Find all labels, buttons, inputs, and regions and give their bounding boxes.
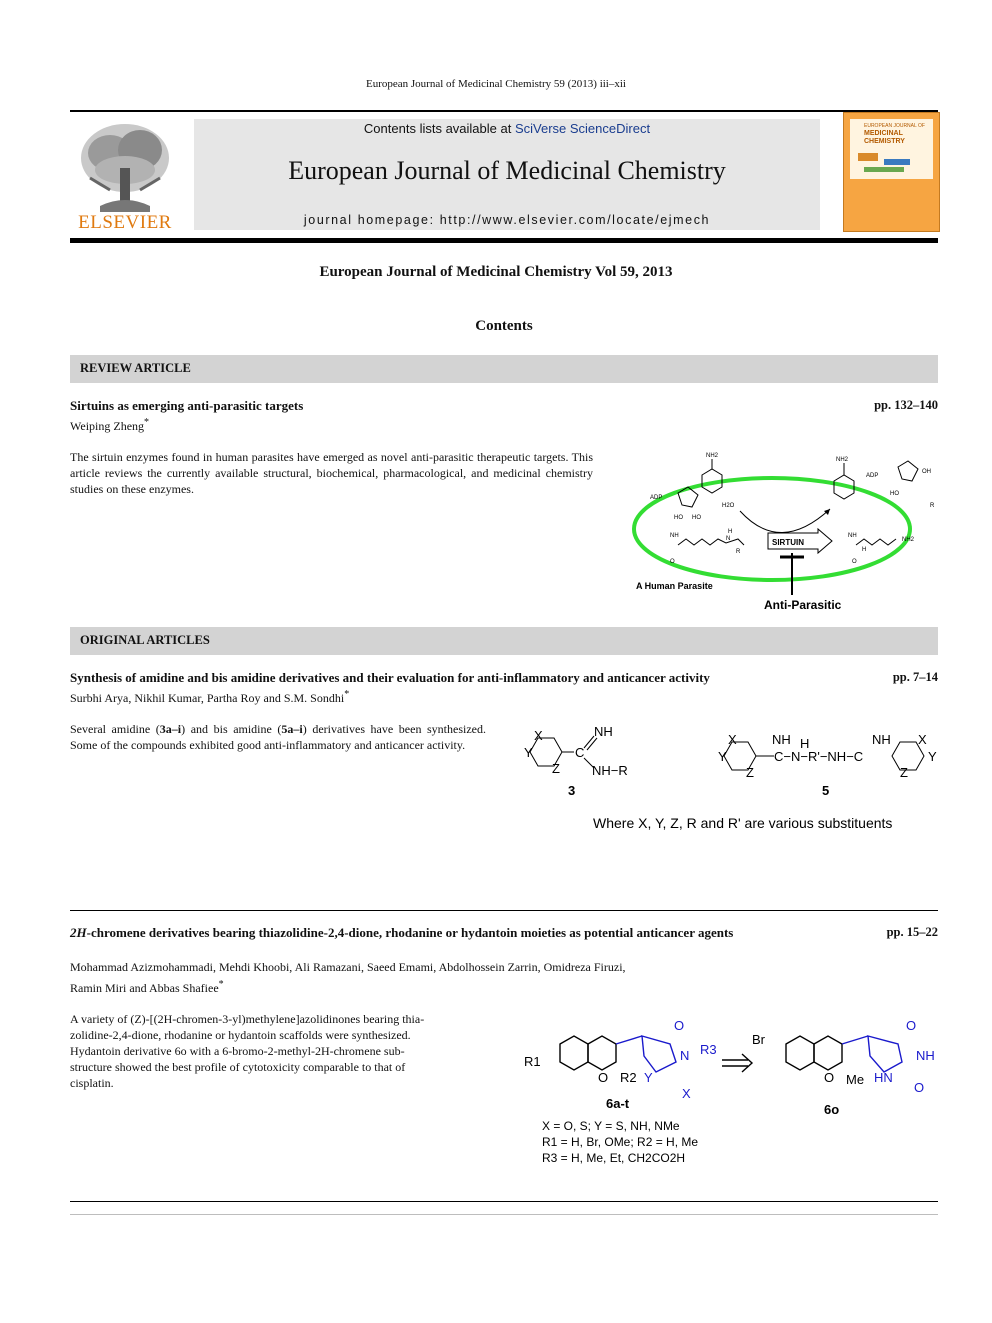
article-authors	[70, 959, 770, 997]
series-label: 6a-t	[606, 1096, 630, 1111]
bis-amidine-chain: C−N−R'−NH−C	[774, 749, 864, 764]
article-divider	[70, 910, 938, 911]
svg-text:Y: Y	[524, 745, 533, 760]
h-left: H	[728, 529, 733, 535]
author-list: Surbhi Arya, Nikhil Kumar, Partha Roy and S.M. Sondhi	[70, 691, 345, 705]
journal-cover	[843, 112, 940, 232]
adp-right: ADP	[866, 473, 879, 479]
contents-heading: Contents	[475, 318, 533, 334]
benzo-ring-6o	[786, 1036, 814, 1070]
methyl-label: Me	[846, 1072, 865, 1087]
article-title[interactable]: Synthesis of amidine and bis amidine derivatives and their evaluation for anti-inflammatory and anticancer activity	[70, 670, 710, 685]
substituent-note: Where X, Y, Z, R and R' are various substituents	[593, 815, 893, 831]
ribose-right	[898, 461, 918, 481]
r1-label: R1	[524, 1054, 541, 1069]
pyran-ring-series	[588, 1036, 616, 1070]
n-left: N	[726, 536, 731, 542]
section-label-review: REVIEW ARTICLE	[80, 361, 191, 375]
svg-text:X: X	[534, 728, 543, 743]
cover-line1: EUROPEAN JOURNAL OF	[864, 123, 925, 129]
svg-text:HN: HN	[874, 1070, 893, 1085]
oh-right: OH	[922, 469, 931, 475]
oh-left: HO	[692, 515, 701, 521]
condition-line: R1 = H, Br, OMe; R2 = H, Me	[542, 1135, 699, 1149]
svg-text:O: O	[824, 1070, 835, 1085]
nh2-right: NH2	[836, 457, 849, 463]
article-authors	[70, 686, 770, 707]
retro-arrow	[742, 1054, 752, 1072]
svg-text:H: H	[800, 736, 810, 751]
h-right: H	[862, 547, 867, 553]
corresponding-mark: *	[344, 689, 350, 700]
product-label: 6o	[824, 1102, 840, 1117]
chromene-graphical-abstract	[520, 1010, 940, 1170]
article-abstract: Several amidine (3a–i) and bis amidine (5a–i) derivatives have been synthesized. Some of the compounds exhibited good anti-inflammatory and anticancer activity.	[70, 722, 486, 752]
amidine-graphical-abstract	[510, 720, 938, 840]
sirtuin-graphical-abstract	[620, 445, 940, 617]
hydantoin-ring	[868, 1036, 902, 1072]
nh-left: NH	[670, 533, 679, 539]
r-right: R	[930, 503, 935, 509]
r-left: R	[736, 549, 741, 555]
svg-text:C: C	[575, 745, 585, 760]
article-abstract: The sirtuin enzymes found in human parasites have emerged as novel anti-parasitic therapeutic targets. This article reviews the currently available structural, biochemical, pharmacological, and medicinal chemistry studies on these enzymes.	[70, 450, 593, 496]
svg-text:Y: Y	[644, 1070, 653, 1085]
cover-line3: CHEMISTRY	[864, 138, 905, 145]
author-list: Ramin Miri and Abbas Shafiee	[70, 981, 219, 995]
nh2-product: NH2	[902, 537, 915, 543]
section-bar-review	[70, 355, 938, 383]
running-head: European Journal of Medicinal Chemistry 59 (2013) iii–xii	[366, 78, 626, 90]
page-bottom-rule	[70, 1201, 938, 1202]
sirtuin-label: SIRTUIN	[772, 538, 804, 547]
parasite-label: A Human Parasite	[636, 581, 713, 591]
o-right: O	[852, 559, 857, 565]
section-bar-original	[70, 627, 938, 655]
cover-line2: MEDICINAL	[864, 130, 903, 137]
sciencedirect-link[interactable]: SciVerse ScienceDirect	[514, 121, 651, 136]
lysine-chain-left	[678, 539, 744, 545]
benzo-ring-series	[560, 1036, 588, 1070]
svg-text:Z: Z	[900, 765, 908, 780]
article-title[interactable]: 2H-chromene derivatives bearing thiazolidine-2,4-dione, rhodanine or hydantoin moieties as potential anticancer agents	[70, 925, 734, 940]
svg-text:O: O	[906, 1018, 917, 1033]
lysine-chain-right	[856, 539, 896, 545]
header-rule	[70, 110, 938, 112]
compound-ref: 3a–i	[159, 722, 182, 736]
pyran-ring-6o	[814, 1036, 842, 1070]
svg-text:Z: Z	[552, 761, 560, 776]
svg-text:Y: Y	[718, 749, 727, 764]
svg-text:NH: NH	[916, 1048, 935, 1063]
volume-title: European Journal of Medicinal Chemistry Vol 59, 2013	[319, 264, 673, 280]
nh2-left: NH2	[706, 453, 719, 459]
journal-name: European Journal of Medicinal Chemistry	[288, 156, 726, 185]
publisher-name: ELSEVIER	[78, 212, 172, 233]
compound-number-3: 3	[568, 783, 576, 798]
adp-left: ADP	[650, 495, 663, 501]
contents-available	[194, 121, 820, 136]
compound-ref: 5a–i	[281, 722, 303, 736]
svg-text:X: X	[682, 1086, 691, 1101]
svg-text:NH: NH	[594, 724, 613, 739]
azolidinone-ring	[642, 1036, 676, 1072]
svg-text:O: O	[674, 1018, 685, 1033]
svg-text:Z: Z	[746, 765, 754, 780]
article-pages: pp. 132–140	[874, 398, 938, 412]
article-pages: pp. 7–14	[892, 670, 938, 684]
h2o-label: H2O	[722, 503, 735, 509]
svg-text:X: X	[918, 732, 927, 747]
ho-right: HO	[890, 491, 899, 497]
author-list: Weiping Zheng	[70, 419, 145, 433]
cover-graphic-icon	[854, 149, 930, 177]
r2-label: R2	[620, 1070, 637, 1085]
parasite-ring	[634, 478, 910, 580]
svg-text:NH−R: NH−R	[592, 763, 628, 778]
article-authors	[70, 414, 770, 435]
o-left: O	[670, 559, 675, 565]
svg-text:NH: NH	[872, 732, 891, 747]
svg-text:NH: NH	[772, 732, 791, 747]
corresponding-mark: *	[144, 417, 150, 428]
ho-left: HO	[674, 515, 683, 521]
svg-text:N: N	[680, 1048, 690, 1063]
svg-text:O: O	[598, 1070, 609, 1085]
condition-line: R3 = H, Me, Et, CH2CO2H	[542, 1151, 686, 1165]
elsevier-logo	[70, 118, 180, 236]
r3-label: R3	[700, 1042, 717, 1057]
article-pages: pp. 15–22	[886, 925, 938, 939]
corresponding-mark: *	[218, 979, 224, 990]
author-list: Mohammad Azizmohammadi, Mehdi Khoobi, Ali Ramazani, Saeed Emami, Abdolhossein Zarrin, Omidreza Firuzi,	[70, 960, 626, 974]
compound-number-5: 5	[822, 783, 830, 798]
contents-prefix: Contents lists available at	[363, 121, 515, 136]
bromo-label: Br	[752, 1032, 765, 1047]
journal-homepage[interactable]: journal homepage: http://www.elsevier.com/locate/ejmech	[303, 213, 711, 227]
reaction-arc	[740, 509, 830, 533]
condition-line: X = O, S; Y = S, NH, NMe	[542, 1119, 680, 1133]
nh-right: NH	[848, 533, 857, 539]
svg-text:X: X	[728, 732, 737, 747]
article-abstract: A variety of (Z)-[(2H-chromen-3-yl)methylene]azolidinones bearing thia- zolidine-2,4-dione, rhodanine or hydantoin scaffolds were synthesized. Hydantoin derivative 6o with a 6-bromo-2-methyl-2H-chromene sub- structure showed the best profile of cytotoxicity comparable to that of cisplatin.	[70, 1012, 425, 1090]
svg-text:Y: Y	[928, 749, 937, 764]
article-title[interactable]: Sirtuins as emerging anti-parasitic targets	[70, 398, 304, 413]
page-bottom-rule-light	[70, 1214, 938, 1215]
svg-text:O: O	[914, 1080, 925, 1095]
anti-parasitic-label: Anti-Parasitic	[764, 598, 842, 612]
section-label-original: ORIGINAL ARTICLES	[80, 633, 210, 647]
header-thick-rule	[70, 238, 938, 243]
